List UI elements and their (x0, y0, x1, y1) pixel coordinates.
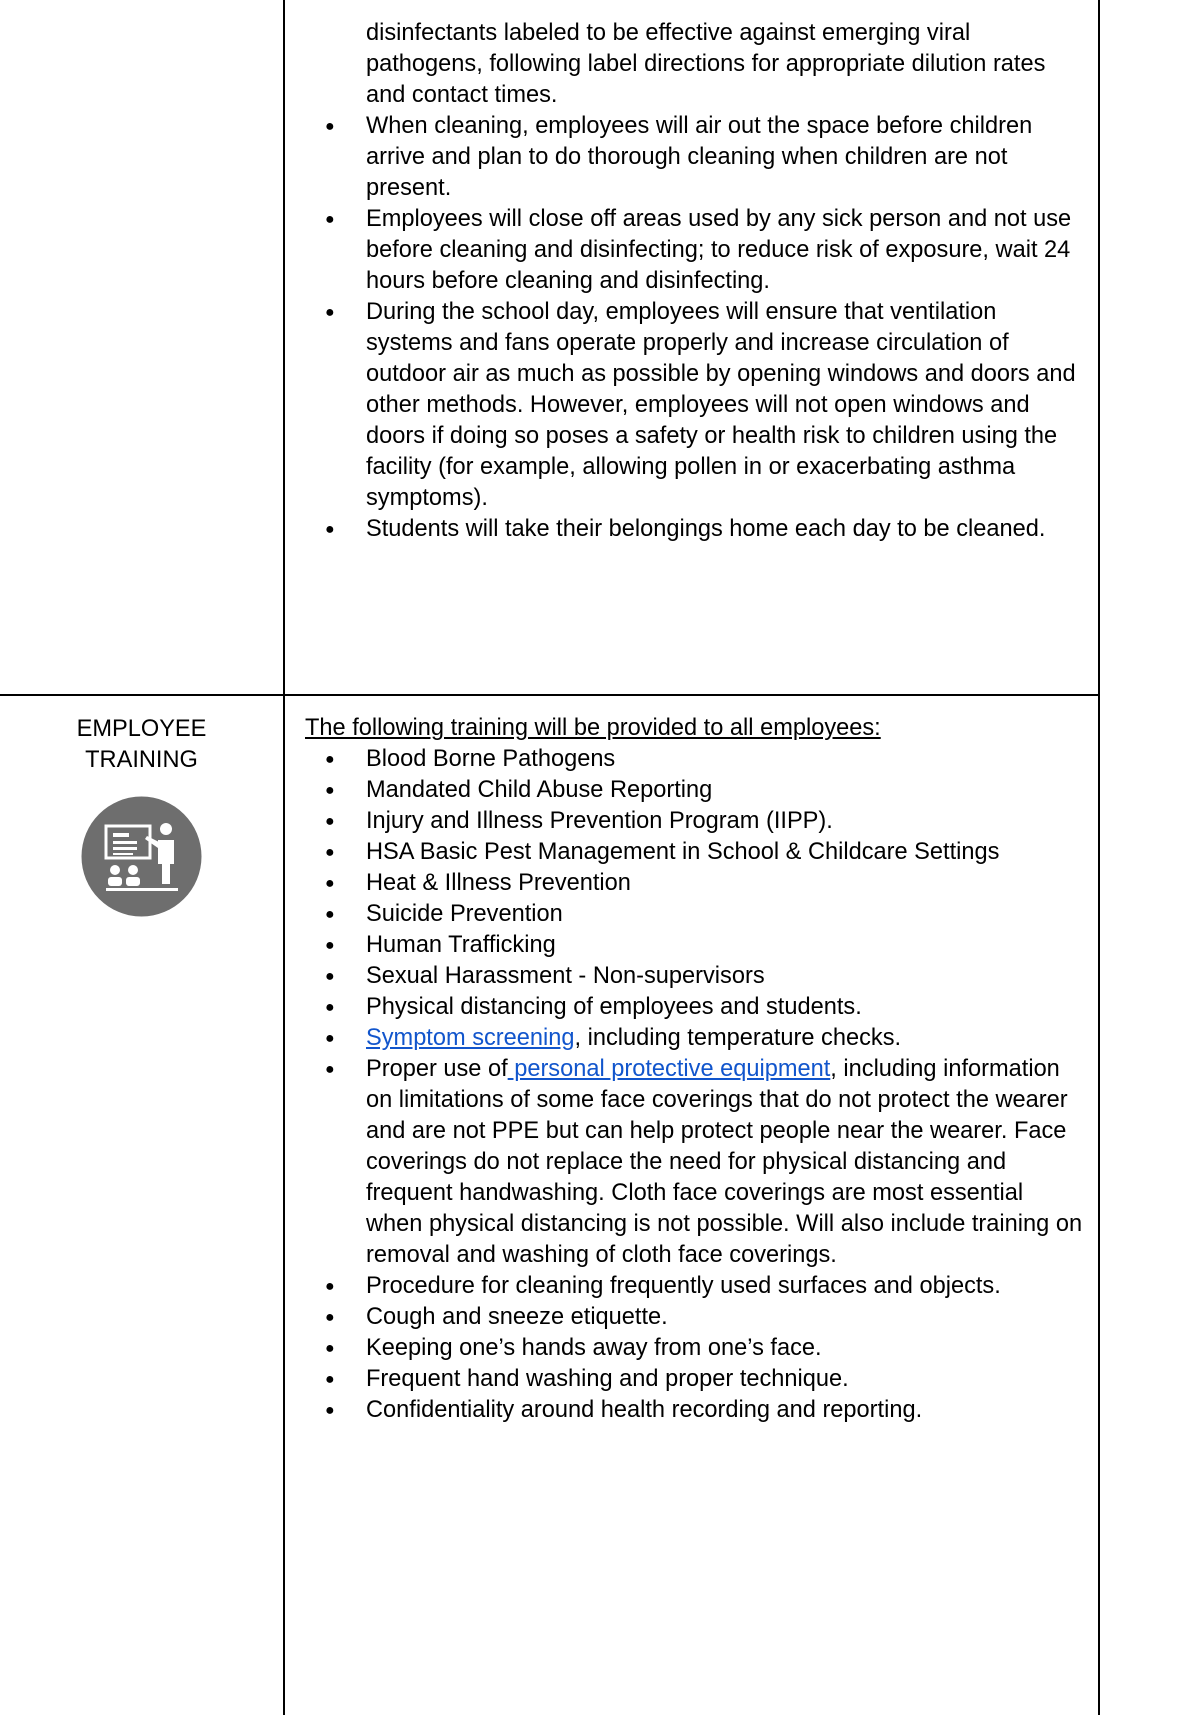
list-item-text: During the school day, employees will ensure that ventilation systems and fans operate properly and increase circulation of outdoor air as much as possible by opening windows and doors and other methods. However, employees will not open windows and doors if doing so poses a safety or health risk to children using the facility (for example, allowing pollen in or exacerbating asthma symptoms). (366, 299, 1076, 511)
bullet-icon: ● (325, 875, 335, 892)
list-item-text: Frequent hand washing and proper technique. (366, 1366, 849, 1392)
cleaning-row (0, 0, 1099, 695)
list-item (305, 775, 1084, 806)
list-item (305, 111, 1084, 204)
continuation-text: disinfectants labeled to be effective against emerging viral pathogens, following label directions for appropriate dilution rates and contact times. (366, 20, 1046, 108)
list-item (305, 1395, 1084, 1426)
training-intro: The following training will be provided to all employees: (305, 715, 881, 741)
bullet-icon: ● (325, 751, 335, 768)
list-item (305, 1054, 1084, 1271)
list-item-text: Confidentiality around health recording and reporting. (366, 1397, 923, 1423)
bullet-icon: ● (325, 521, 335, 538)
training-label-cell (0, 695, 284, 1715)
list-item-text: , including temperature checks. (574, 1025, 902, 1051)
list-item-text: Blood Borne Pathogens (366, 746, 616, 772)
list-item-text: Suicide Prevention (366, 901, 563, 927)
bullet-icon: ● (325, 844, 335, 861)
list-item (305, 930, 1084, 961)
list-item (305, 806, 1084, 837)
list-item-text: Human Trafficking (366, 932, 556, 958)
bullet-icon: ● (325, 1371, 335, 1388)
list-item (305, 992, 1084, 1023)
list-item (305, 868, 1084, 899)
cleaning-list (305, 111, 1084, 545)
cleaning-label-cell (0, 0, 284, 695)
bullet-icon: ● (325, 118, 335, 135)
list-item-text: Employees will close off areas used by any sick person and not use before cleaning and disinfecting; to reduce risk of exposure, wait 24 hours before cleaning and disinfecting. (366, 206, 1072, 294)
list-item-text: , including information on limitations of some face coverings that do not protect the wearer and are not PPE but can help protect people near the wearer. Face coverings do not replace the need for physical distancing and frequent handwashing. Cloth face coverings are most essential when physical distancing is not possible. Will also include training on removal and washing of cloth face coverings. (366, 1056, 1083, 1268)
training-list-continued (305, 1271, 1084, 1426)
bullet-icon: ● (325, 1402, 335, 1419)
bullet-icon: ● (325, 1309, 335, 1326)
cleaning-content-cell (284, 0, 1099, 695)
bullet-icon: ● (325, 211, 335, 228)
ppe-link[interactable]: personal protective equipment (507, 1056, 831, 1082)
list-item-text: Sexual Harassment - Non-supervisors (366, 963, 765, 989)
list-item (305, 1023, 1084, 1054)
list-item (305, 837, 1084, 868)
list-item-text: Heat & Illness Prevention (366, 870, 631, 896)
bullet-icon: ● (325, 304, 335, 321)
section-title-line2: TRAINING (85, 747, 198, 773)
bullet-icon: ● (325, 1340, 335, 1357)
list-item-text: Mandated Child Abuse Reporting (366, 777, 713, 803)
section-title-line1: EMPLOYEE (76, 716, 207, 742)
training-list-links (305, 1023, 1084, 1271)
bullet-icon: ● (325, 1061, 335, 1078)
list-item-text: Physical distancing of employees and students. (366, 994, 862, 1020)
list-item-text: Keeping one’s hands away from one’s face. (366, 1335, 822, 1361)
list-item (305, 1302, 1084, 1333)
classroom-teacher-icon (81, 796, 202, 917)
bullet-icon: ● (325, 1278, 335, 1295)
list-item-text: HSA Basic Pest Management in School & Childcare Settings (366, 839, 1000, 865)
bullet-icon: ● (325, 968, 335, 985)
list-item (305, 744, 1084, 775)
bullet-icon: ● (325, 937, 335, 954)
bullet-icon: ● (325, 813, 335, 830)
bullet-icon: ● (325, 1030, 335, 1047)
list-item-text: Procedure for cleaning frequently used surfaces and objects. (366, 1273, 1001, 1299)
symptom-screening-link[interactable]: Symptom screening (366, 1025, 575, 1051)
list-item (305, 899, 1084, 930)
list-item (305, 204, 1084, 297)
training-list (305, 744, 1084, 1023)
list-item (305, 1333, 1084, 1364)
list-item-text: Cough and sneeze etiquette. (366, 1304, 668, 1330)
bullet-icon: ● (325, 782, 335, 799)
list-item (305, 961, 1084, 992)
list-item (305, 1271, 1084, 1302)
list-item (305, 514, 1084, 545)
list-item-text: Injury and Illness Prevention Program (IIPP). (366, 808, 833, 834)
list-item-text: Proper use of (366, 1056, 508, 1082)
training-content-cell (284, 695, 1099, 1715)
list-item-text: Students will take their belongings home each day to be cleaned. (366, 516, 1046, 542)
training-row (0, 695, 1099, 1715)
list-item (305, 297, 1084, 514)
bullet-icon: ● (325, 906, 335, 923)
list-item-text: When cleaning, employees will air out the space before children arrive and plan to do thorough cleaning when children are not present. (366, 113, 1033, 201)
bullet-icon: ● (325, 999, 335, 1016)
list-item (305, 1364, 1084, 1395)
